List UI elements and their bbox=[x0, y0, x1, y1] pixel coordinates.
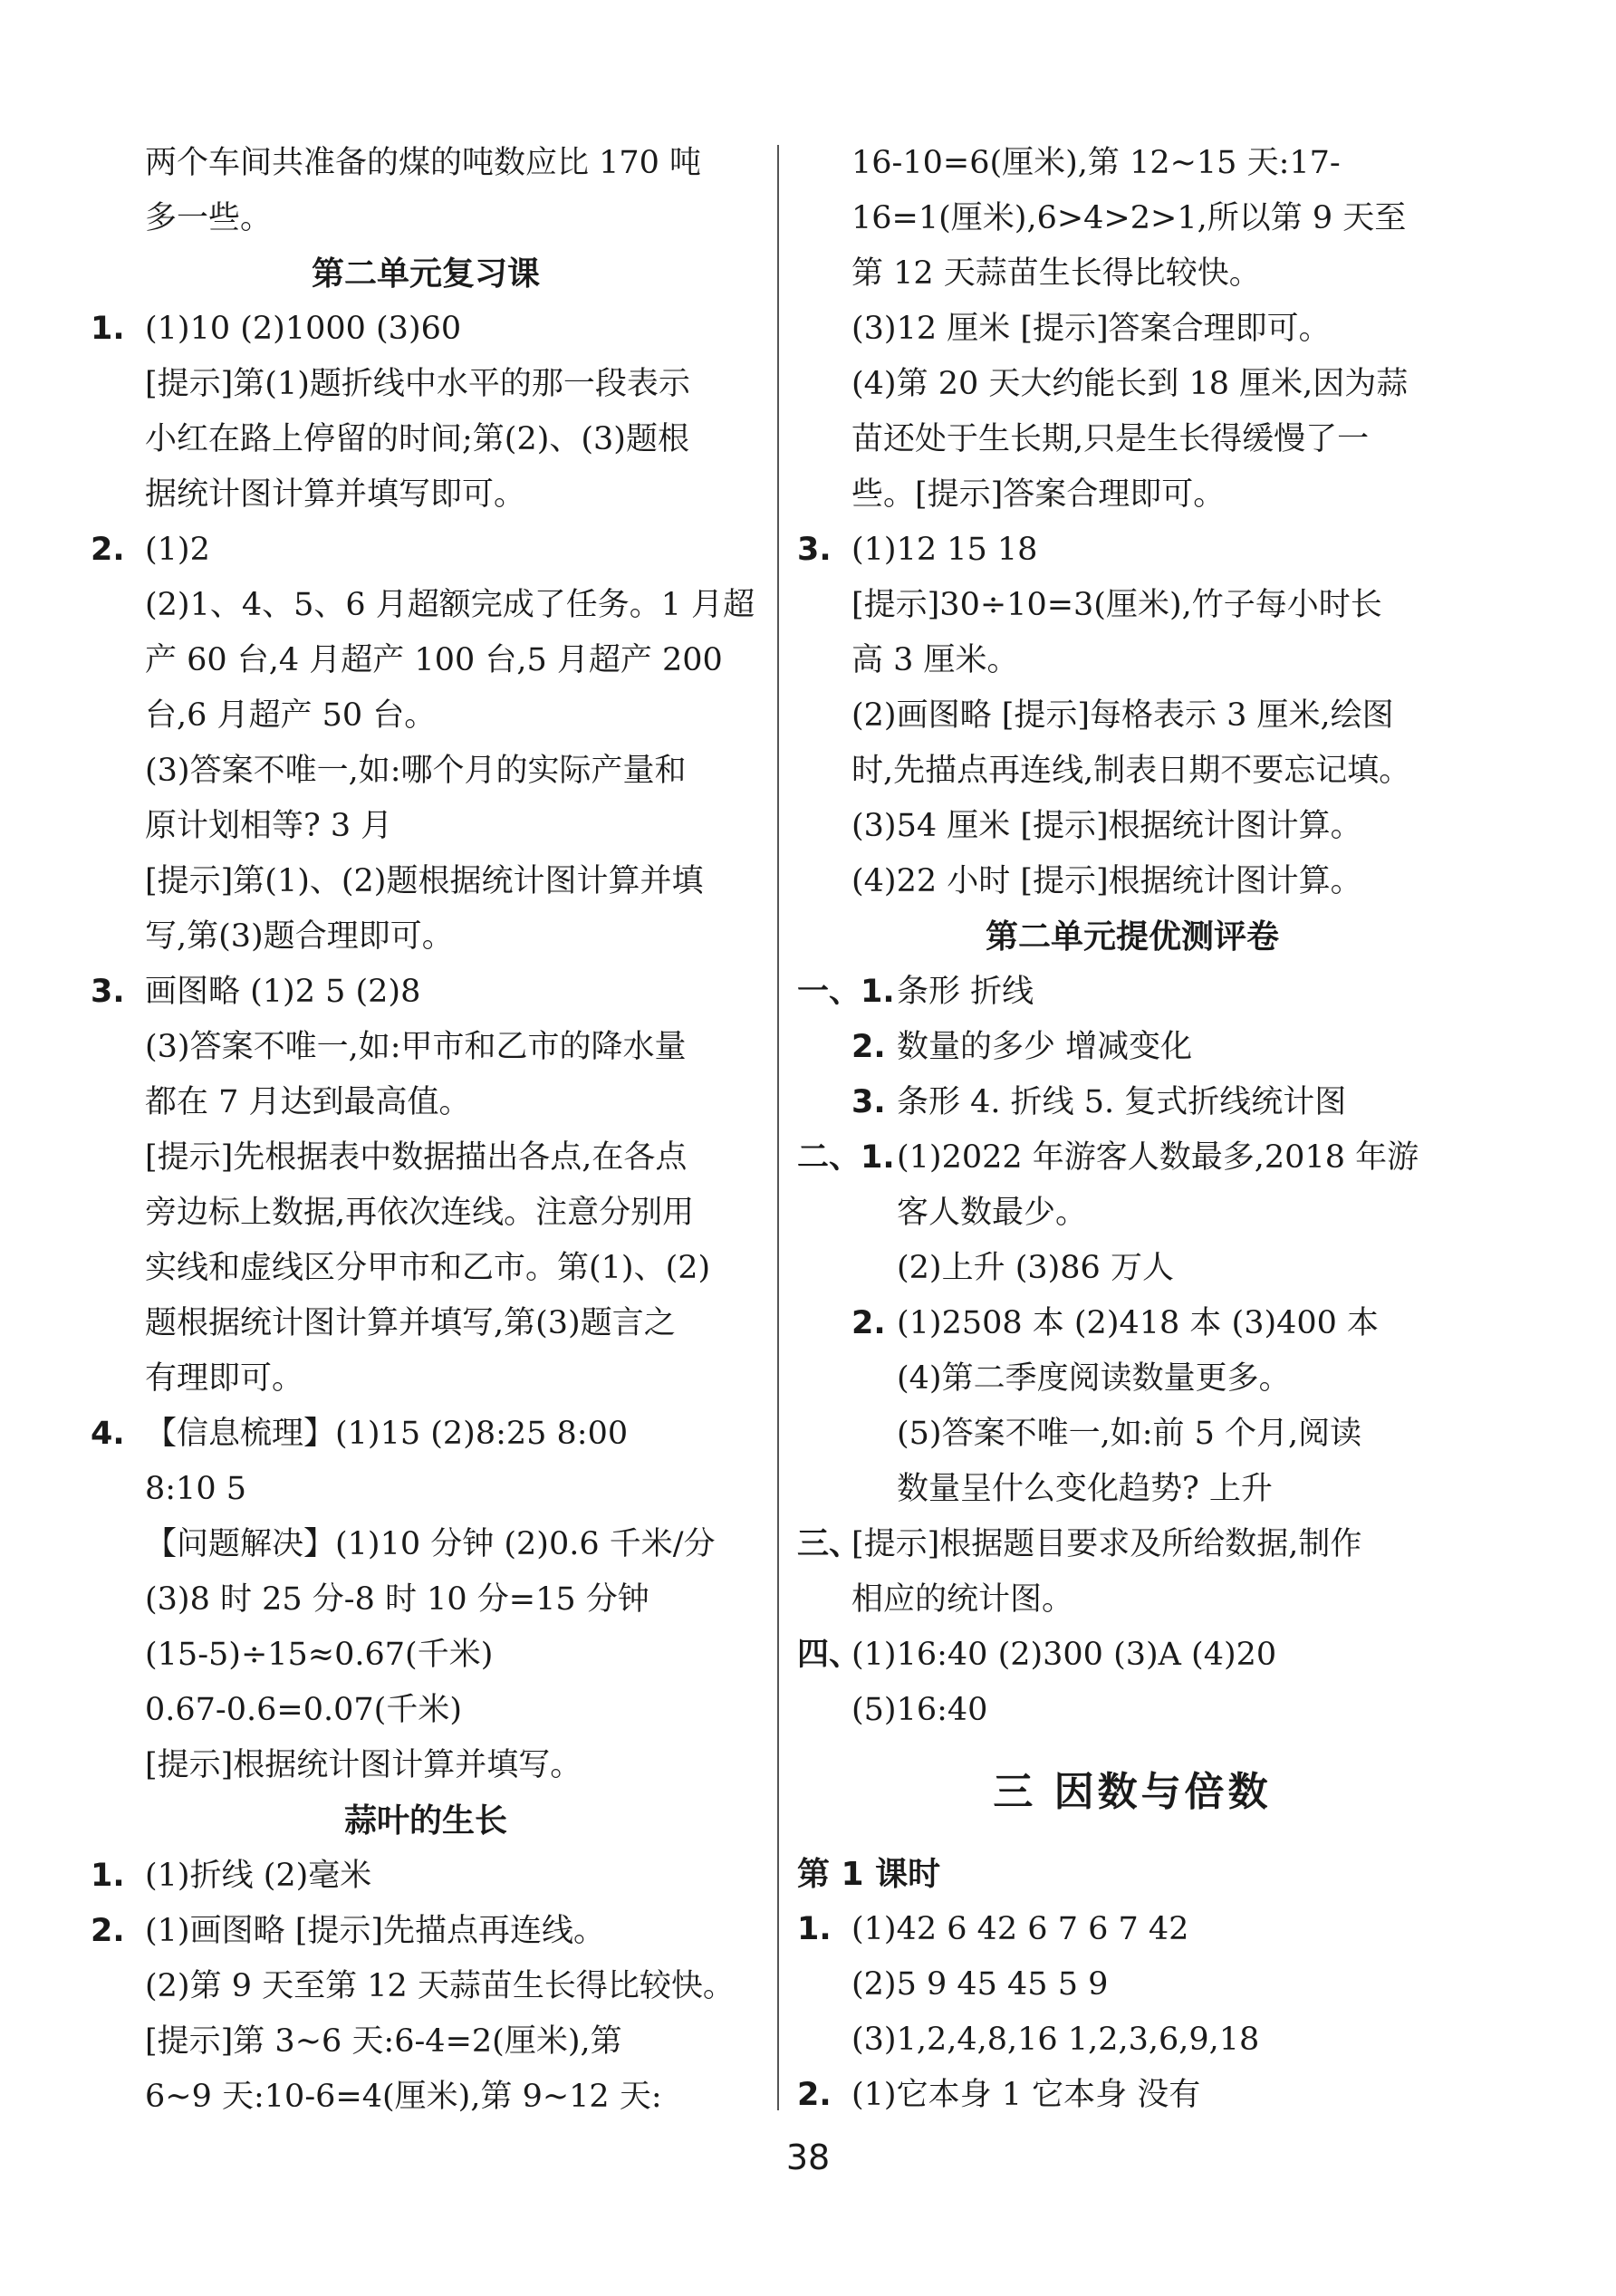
part-label: 三、 bbox=[797, 1526, 861, 1562]
answer-text: 【信息梳理】(1)15 (2)8:25 8:00 bbox=[145, 1416, 629, 1452]
section-heading: 第二单元复习课 bbox=[311, 255, 540, 293]
hint-text: 第 12 天蒜苗生长得比较快。 bbox=[851, 255, 1261, 292]
hint-text: [提示]第(1)题折线中水平的那一段表示 bbox=[145, 366, 690, 402]
answer-text: (2)上升 (3)86 万人 bbox=[897, 1250, 1174, 1286]
answer-text: (5)16:40 bbox=[851, 1692, 988, 1728]
answer-text: (3)8 时 25 分-8 时 10 分=15 分钟 bbox=[145, 1581, 649, 1618]
hint-text: 16-10=6(厘米),第 12~15 天:17- bbox=[851, 145, 1341, 181]
section-heading: 蒜叶的生长 bbox=[343, 1802, 507, 1840]
question-number: 4. bbox=[91, 1416, 125, 1452]
hint-text: [提示]根据题目要求及所给数据,制作 bbox=[851, 1526, 1362, 1562]
answer-text: 客人数最少。 bbox=[897, 1195, 1088, 1231]
answer-text: 些。[提示]答案合理即可。 bbox=[851, 476, 1226, 513]
hint-text: [提示]30÷10=3(厘米),竹子每小时长 bbox=[851, 587, 1382, 623]
hint-text: 高 3 厘米。 bbox=[851, 642, 1019, 678]
chapter-title: 三 因数与倍数 bbox=[993, 1769, 1272, 1815]
column-divider bbox=[777, 145, 779, 2110]
hint-text: 有理即可。 bbox=[145, 1360, 304, 1397]
answer-text: (2)1、4、5、6 月超额完成了任务。1 月超 bbox=[145, 587, 755, 623]
question-number: 1. bbox=[797, 1911, 832, 1947]
answer-text: (1)它本身 1 它本身 没有 bbox=[851, 2077, 1201, 2113]
answer-text: (1)16:40 (2)300 (3)A (4)20 bbox=[851, 1637, 1277, 1673]
answer-text: (5)答案不唯一,如:前 5 个月,阅读 bbox=[897, 1416, 1362, 1452]
answer-text: 画图略 (1)2 5 (2)8 bbox=[145, 974, 421, 1010]
answer-text: 苗还处于生长期,只是生长得缓慢了一 bbox=[851, 421, 1370, 457]
part-label: 四、 bbox=[797, 1637, 861, 1673]
answer-text: (2)画图略 [提示]每格表示 3 厘米,绘图 bbox=[851, 697, 1394, 734]
answer-text: (3)54 厘米 [提示]根据统计图计算。 bbox=[851, 808, 1362, 844]
question-number: 1. bbox=[91, 311, 125, 347]
hint-text: 16=1(厘米),6>4>2>1,所以第 9 天至 bbox=[851, 200, 1407, 236]
hint-text: [提示]根据统计图计算并填写。 bbox=[145, 1747, 582, 1783]
answer-text: (1)10 (2)1000 (3)60 bbox=[145, 311, 462, 347]
question-number: 1. bbox=[91, 1858, 125, 1894]
answer-text: 数量的多少 增减变化 bbox=[897, 1029, 1193, 1065]
part-label: 一、1. bbox=[797, 974, 895, 1010]
question-number: 3. bbox=[797, 532, 832, 568]
answer-text: (1)42 6 42 6 7 6 7 42 bbox=[851, 1911, 1189, 1947]
hint-text: 据统计图计算并填写即可。 bbox=[145, 476, 526, 513]
hint-text: 写,第(3)题合理即可。 bbox=[145, 918, 454, 955]
text-line: 多一些。 bbox=[145, 200, 273, 236]
question-number: 2. bbox=[851, 1305, 886, 1341]
hint-text: 小红在路上停留的时间;第(2)、(3)题根 bbox=[145, 421, 689, 457]
answer-text: (15-5)÷15≈0.67(千米) bbox=[145, 1637, 494, 1673]
hint-text: [提示]第 3~6 天:6-4=2(厘米),第 bbox=[145, 2023, 622, 2060]
question-number: 2. bbox=[851, 1029, 886, 1065]
answer-text: 时,先描点再连线,制表日期不要忘记填。 bbox=[851, 753, 1411, 789]
answer-text: (3)1,2,4,8,16 1,2,3,6,9,18 bbox=[851, 2022, 1260, 2058]
text-line: 两个车间共准备的煤的吨数应比 170 吨 bbox=[145, 145, 702, 181]
question-number: 2. bbox=[91, 532, 125, 568]
answer-text: (2)5 9 45 45 5 9 bbox=[851, 1966, 1109, 2003]
question-number: 3. bbox=[91, 974, 125, 1010]
question-number: 3. bbox=[851, 1084, 886, 1120]
question-number: 2. bbox=[91, 1913, 125, 1949]
hint-text: 旁边标上数据,再依次连线。注意分别用 bbox=[145, 1195, 695, 1231]
hint-text: 6~9 天:10-6=4(厘米),第 9~12 天: bbox=[145, 2079, 662, 2115]
question-number: 2. bbox=[797, 2077, 832, 2113]
answer-text: (3)答案不唯一,如:甲市和乙市的降水量 bbox=[145, 1029, 687, 1065]
page-number: 38 bbox=[785, 2137, 831, 2177]
part-label: 二、1. bbox=[797, 1139, 895, 1176]
answer-text: 条形 4. 折线 5. 复式折线统计图 bbox=[897, 1084, 1347, 1120]
answer-text: 【问题解决】(1)10 分钟 (2)0.6 千米/分 bbox=[145, 1526, 716, 1562]
answer-text: 8:10 5 bbox=[145, 1471, 246, 1507]
answer-text: (3)答案不唯一,如:哪个月的实际产量和 bbox=[145, 753, 687, 789]
left-column bbox=[91, 136, 761, 2125]
answer-text: (1)画图略 [提示]先描点再连线。 bbox=[145, 1913, 606, 1949]
answer-text: 数量呈什么变化趋势? 上升 bbox=[897, 1471, 1273, 1507]
hint-text: 相应的统计图。 bbox=[851, 1581, 1074, 1618]
answer-text: 产 60 台,4 月超产 100 台,5 月超产 200 bbox=[145, 642, 723, 678]
answer-text: (4)22 小时 [提示]根据统计图计算。 bbox=[851, 863, 1362, 899]
answer-text: 台,6 月超产 50 台。 bbox=[145, 697, 437, 734]
answer-text: 原计划相等? 3 月 bbox=[145, 808, 393, 844]
section-heading: 第二单元提优测评卷 bbox=[985, 918, 1279, 956]
hint-text: [提示]第(1)、(2)题根据统计图计算并填 bbox=[145, 863, 704, 899]
lesson-heading: 第 1 课时 bbox=[797, 1856, 941, 1893]
answer-text: (1)2 bbox=[145, 532, 210, 568]
answer-text: 都在 7 月达到最高值。 bbox=[145, 1084, 471, 1120]
answer-text: (1)2022 年游客人数最多,2018 年游 bbox=[897, 1139, 1419, 1176]
answer-text: (3)12 厘米 [提示]答案合理即可。 bbox=[851, 311, 1331, 347]
answer-text: (4)第 20 天大约能长到 18 厘米,因为蒜 bbox=[851, 366, 1409, 402]
answer-text: (1)12 15 18 bbox=[851, 532, 1038, 568]
answer-text: 条形 折线 bbox=[897, 974, 1034, 1010]
answer-text: (1)折线 (2)毫米 bbox=[145, 1858, 372, 1894]
answer-text: (4)第二季度阅读数量更多。 bbox=[897, 1360, 1291, 1397]
right-column bbox=[797, 136, 1467, 2123]
hint-text: 题根据统计图计算并填写,第(3)题言之 bbox=[145, 1305, 676, 1341]
hint-text: [提示]先根据表中数据描出各点,在各点 bbox=[145, 1139, 688, 1176]
answer-text: 0.67-0.6=0.07(千米) bbox=[145, 1692, 462, 1728]
hint-text: 实线和虚线区分甲市和乙市。第(1)、(2) bbox=[145, 1250, 711, 1286]
answer-text: (1)2508 本 (2)418 本 (3)400 本 bbox=[897, 1305, 1380, 1341]
answer-text: (2)第 9 天至第 12 天蒜苗生长得比较快。 bbox=[145, 1968, 735, 2004]
